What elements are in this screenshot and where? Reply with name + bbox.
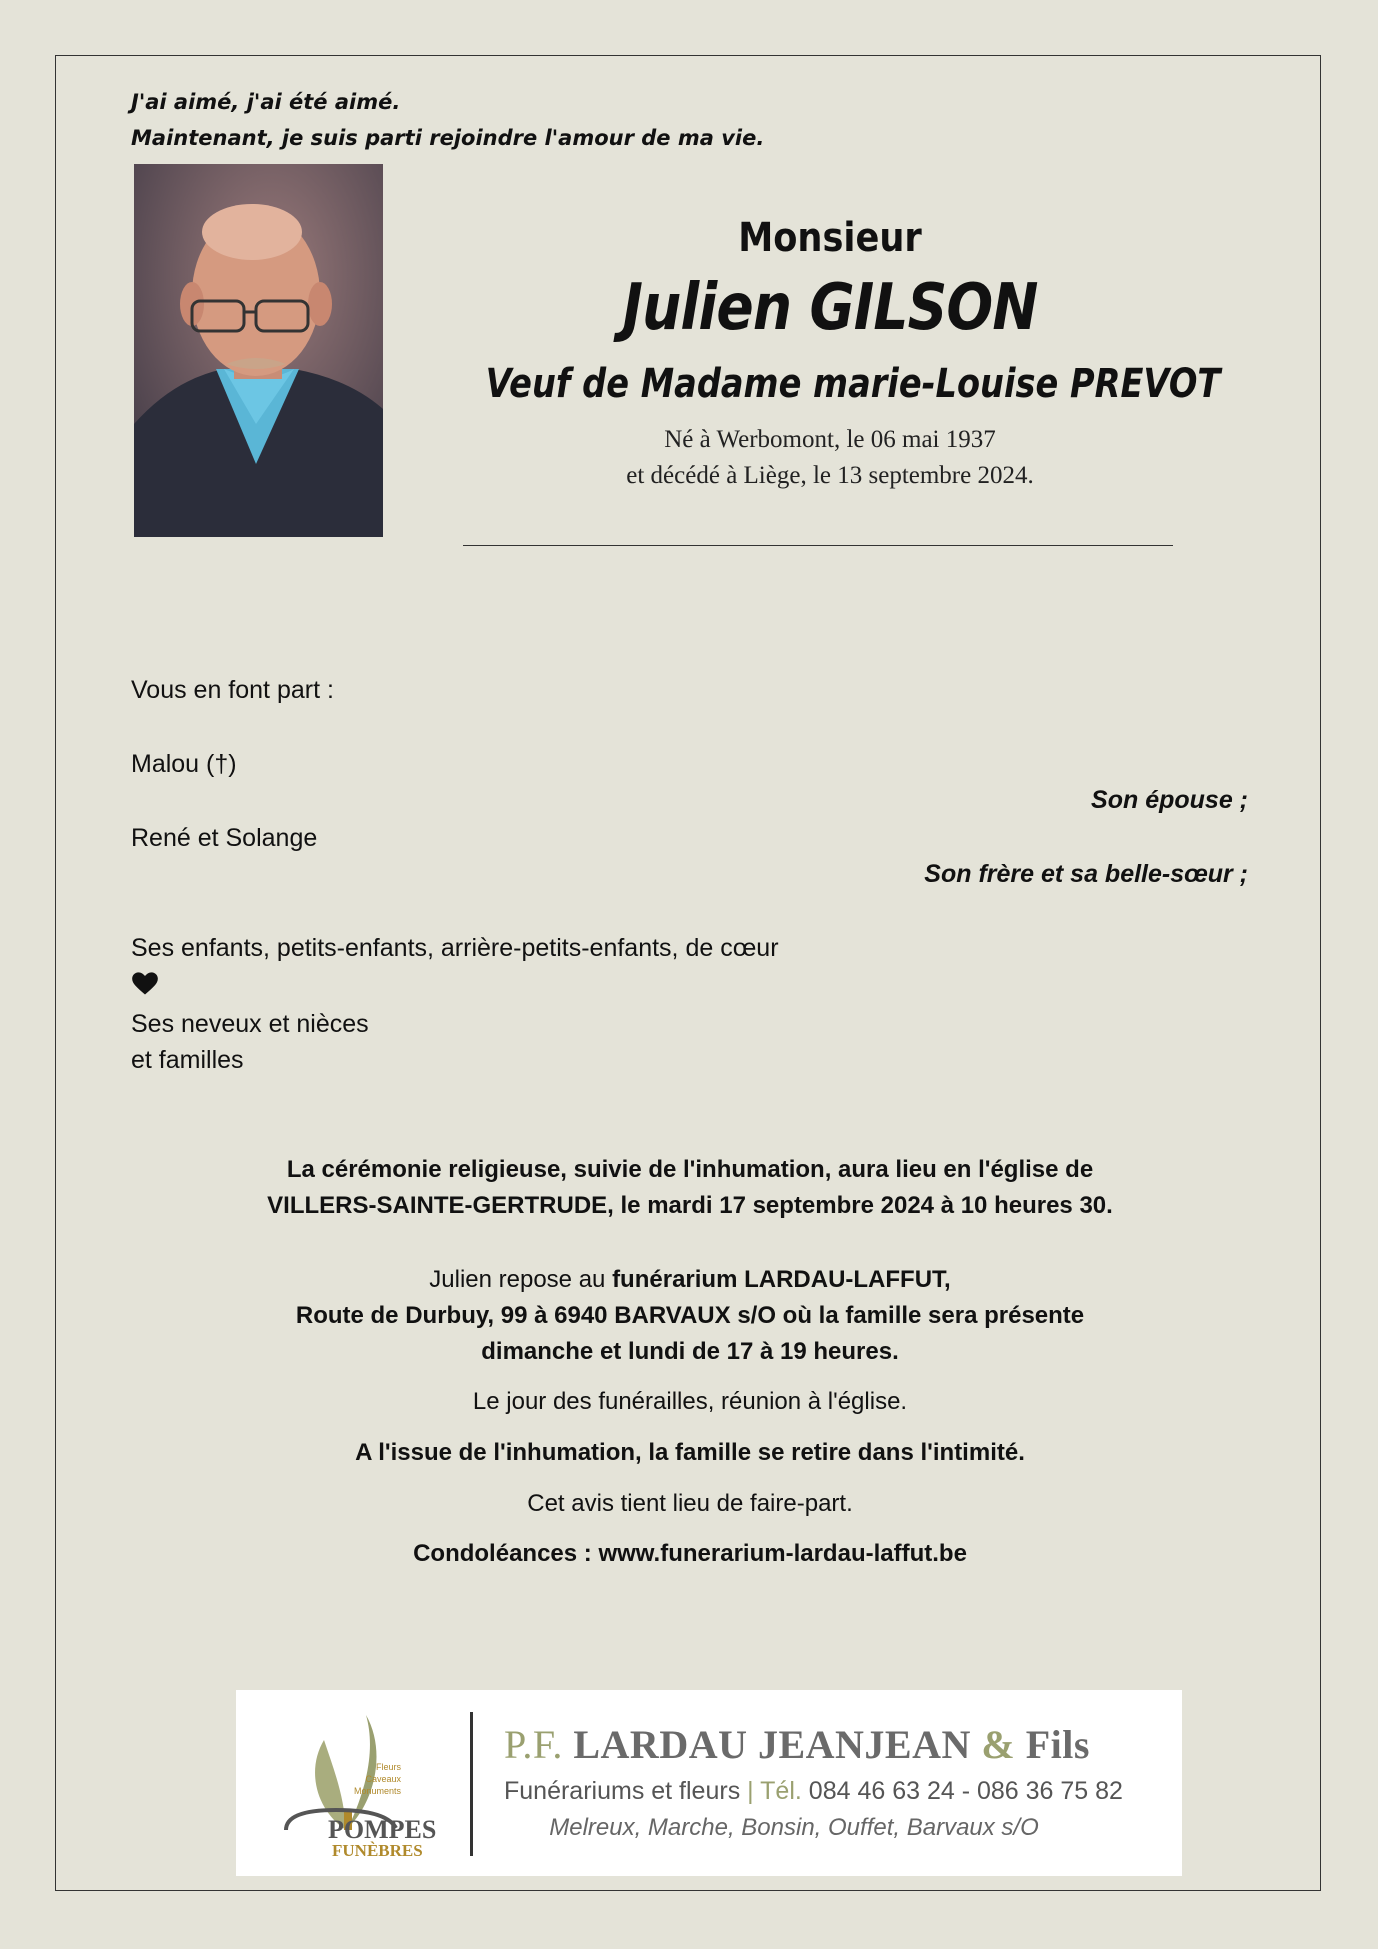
emblem-text-1: Fleurs <box>375 1762 401 1772</box>
faire-part-note: Cet avis tient lieu de faire-part. <box>527 1490 853 1517</box>
services-label: Funérariums et fleurs <box>504 1777 741 1805</box>
honorific: Monsieur <box>738 215 922 261</box>
funeral-home-logo <box>236 1690 1182 1876</box>
nephews-line: Ses neveux et nièces <box>131 1010 369 1038</box>
pompes-funebres-emblem <box>276 1710 466 1860</box>
birth-date: Né à Werbomont, le 06 mai 1937 <box>664 426 996 453</box>
portrait-illustration <box>134 164 383 537</box>
sibling-role: Son frère et sa belle-sœur ; <box>924 860 1248 888</box>
families-line: et familles <box>131 1046 244 1074</box>
emblem-text-3: Monuments <box>353 1786 401 1796</box>
spouse-name: Malou (†) <box>131 750 237 778</box>
epigraph-line-1: J'ai aimé, j'ai été aimé. <box>131 90 401 114</box>
emblem-brand-2: FUNÈBRES <box>332 1841 423 1860</box>
company-locations: Melreux, Marche, Bonsin, Ouffet, Barvaux s/O <box>549 1814 1039 1841</box>
visitation-line-3: dimanche et lundi de 17 à 19 heures. <box>481 1338 899 1365</box>
widow-of: Veuf de Madame marie-Louise PREVOT <box>485 361 1221 407</box>
emblem-brand-1: POMPES <box>328 1815 437 1844</box>
children-line: Ses enfants, petits-enfants, arrière-petits-enfants, de cœur <box>131 934 779 962</box>
spouse-role: Son épouse ; <box>1091 786 1248 814</box>
epigraph-line-2: Maintenant, je suis parti rejoindre l'amour de ma vie. <box>131 126 765 150</box>
gathering-note: Le jour des funérailles, réunion à l'église. <box>472 1388 908 1415</box>
ceremony-line-1: La cérémonie religieuse, suivie de l'inhumation, aura lieu en l'église de <box>286 1156 1094 1183</box>
portrait-photo <box>134 164 383 537</box>
company-pf: P.F. <box>504 1722 563 1767</box>
company-name <box>504 1722 1090 1768</box>
ceremony-line-2: VILLERS-SAINTE-GERTRUDE, le mardi 17 septembre 2024 à 10 heures 30. <box>267 1192 1113 1219</box>
death-date: et décédé à Liège, le 13 septembre 2024. <box>626 462 1034 489</box>
condolences-link: Condoléances : www.funerarium-lardau-laffut.be <box>413 1540 967 1567</box>
funerarium-name: funérarium LARDAU-LAFFUT, <box>612 1266 951 1293</box>
company-services: Funérariums et fleurs | Tél. 084 46 63 24 - 086 36 75 82 <box>504 1777 1123 1805</box>
sibling-name: René et Solange <box>131 824 318 852</box>
ceremony-info <box>170 1152 1210 1224</box>
emblem-text-2: Caveaux <box>365 1774 401 1784</box>
deceased-name: Julien GILSON <box>622 271 1038 345</box>
privacy-note: A l'issue de l'inhumation, la famille se retire dans l'intimité. <box>355 1439 1025 1466</box>
logo-separator <box>470 1712 473 1856</box>
visitation-line-1 <box>170 1262 1210 1298</box>
phone-numbers: 084 46 63 24 - 086 36 75 82 <box>808 1777 1123 1805</box>
deceased-header <box>420 210 1240 494</box>
tel-label: Tél. <box>760 1777 802 1805</box>
visitation-info <box>170 1262 1210 1370</box>
visitation-prefix: Julien repose au <box>429 1266 613 1293</box>
company-main: LARDAU JEANJEAN <box>573 1722 971 1767</box>
family-intro: Vous en font part : <box>131 676 334 704</box>
epigraph <box>131 84 764 156</box>
company-amp: & <box>981 1722 1016 1767</box>
company-fils: Fils <box>1025 1722 1090 1767</box>
visitation-line-2: Route de Durbuy, 99 à 6940 BARVAUX s/O où la famille sera présente <box>295 1302 1085 1329</box>
divider <box>463 545 1173 546</box>
heart-icon <box>131 970 159 998</box>
